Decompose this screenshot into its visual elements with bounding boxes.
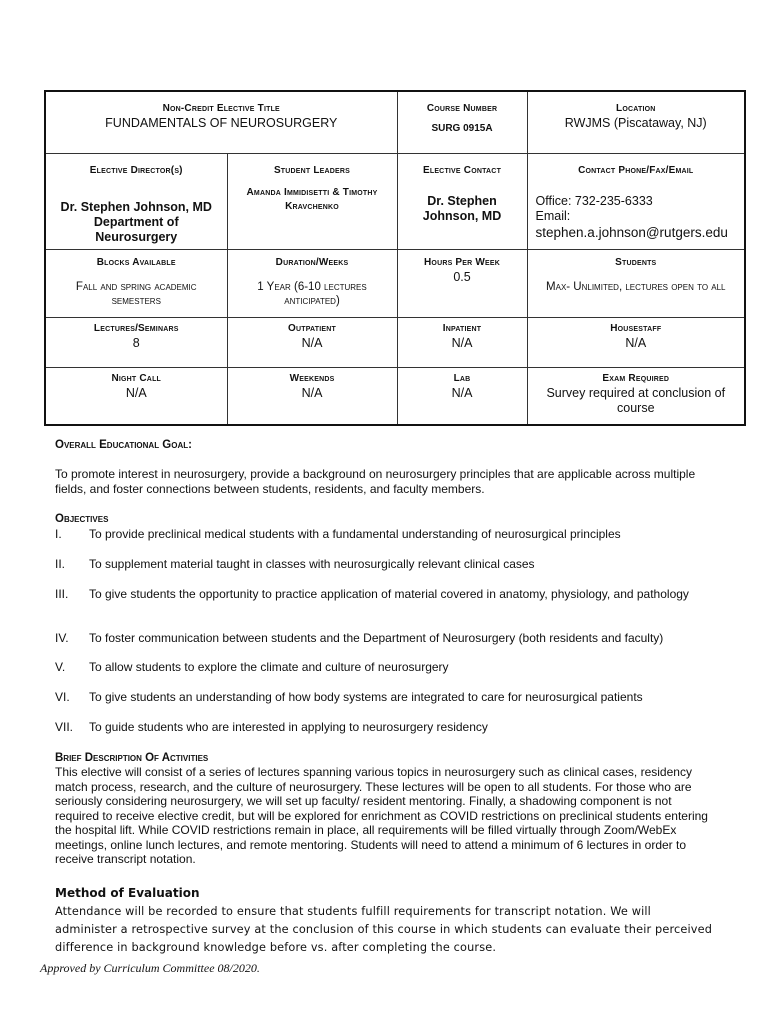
objective-text: To supplement material taught in classes with neurosurgically relevant clinical cases: [89, 557, 535, 571]
activities-heading: Brief Description Of Activities: [55, 752, 209, 764]
goal-text: To promote interest in neurosurgery, provide a background on neurosurgery principles that are applicable across multiple fields, and foster connections between students, residents, and faculty members.: [55, 467, 696, 496]
elective-contact-label: Elective Contact: [422, 164, 502, 176]
contact-info-cell: [527, 153, 745, 249]
duration-value: 1 Year (6-10 lectures anticipated): [257, 280, 367, 307]
weekends-value: N/A: [301, 385, 323, 400]
objectives-heading: Objectives: [55, 513, 109, 525]
inpatient-cell: [397, 317, 527, 367]
director-value: Dr. Stephen Johnson, MD Department of Neurosurgery: [60, 199, 212, 244]
duration-label: Duration/Weeks: [275, 256, 349, 268]
blocks-label: Blocks Available: [96, 256, 176, 268]
objective-number: VI.: [55, 690, 70, 704]
exam-label: Exam Required: [602, 372, 670, 384]
lab-value: N/A: [451, 385, 473, 400]
objective-number: VII.: [55, 720, 74, 734]
night-call-label: Night Call: [111, 372, 162, 384]
housestaff-cell: [527, 317, 745, 367]
night-call-cell: [45, 367, 227, 425]
location-cell: [527, 91, 745, 153]
exam-value: Survey required at conclusion of course: [546, 385, 726, 415]
elective-title-value: FUNDAMENTALS OF NEUROSURGERY: [105, 116, 338, 130]
housestaff-label: Housestaff: [610, 322, 662, 334]
student-leaders-cell: [227, 153, 397, 249]
outpatient-value: N/A: [301, 335, 323, 350]
elective-title-cell: [45, 91, 397, 153]
requirements-row: [45, 367, 745, 425]
contact-info-label: Contact Phone/Fax/Email: [578, 164, 694, 176]
email-label: Email:: [535, 208, 571, 223]
blocks-value: Fall and spring academic semesters: [75, 280, 197, 307]
exam-cell: [527, 367, 745, 425]
objective-number: I.: [55, 527, 62, 541]
weekends-label: Weekends: [289, 372, 335, 384]
elective-title-label: Non-Credit Elective Title: [162, 103, 280, 114]
settings-row: [45, 317, 745, 367]
students-value: Max- Unlimited, lectures open to all: [546, 280, 726, 293]
blocks-cell: [45, 249, 227, 317]
duration-cell: [227, 249, 397, 317]
lab-cell: [397, 367, 527, 425]
hours-label: Hours Per Week: [424, 256, 501, 268]
director-cell: [45, 153, 227, 249]
lectures-label: Lectures/Seminars: [93, 322, 179, 334]
housestaff-value: N/A: [625, 335, 647, 350]
objective-number: V.: [55, 660, 66, 674]
objective-text: To give students the opportunity to practice application of material covered in anatomy, physiology, and pathology: [89, 587, 689, 601]
hours-cell: [397, 249, 527, 317]
approval-note: Approved by Curriculum Committee 08/2020.: [40, 961, 260, 975]
course-number-cell: [397, 91, 527, 153]
objective-number: II.: [55, 557, 66, 571]
course-info-table: [44, 90, 746, 426]
goal-heading: Overall Educational Goal:: [55, 439, 192, 451]
objective-text: To guide students who are interested in applying to neurosurgery residency: [89, 720, 488, 734]
hours-value: 0.5: [453, 269, 471, 284]
objective-text: To provide preclinical medical students with a fundamental understanding of neurosurgical principles: [89, 527, 621, 541]
people-row: [45, 153, 745, 249]
elective-contact-value: Dr. Stephen Johnson, MD: [422, 193, 502, 223]
email-address: stephen.a.johnson@rutgers.edu: [535, 224, 728, 240]
objective-number: IV.: [55, 631, 69, 645]
schedule-row: [45, 249, 745, 317]
outpatient-cell: [227, 317, 397, 367]
office-phone: Office: 732-235-6333: [535, 193, 653, 208]
course-number-label: Course Number: [426, 103, 498, 114]
location-label: Location: [616, 103, 656, 114]
evaluation-heading: Method of Evaluation: [55, 886, 200, 900]
objective-text: To foster communication between students and the Department of Neurosurgery (both residents and faculty): [89, 631, 664, 645]
student-leaders-label: Student Leaders: [273, 164, 351, 176]
evaluation-text: Attendance will be recorded to ensure that students fulfill requirements for transcript notation. We will administer a retrospective survey at the conclusion of this course in which students can evaluate their perceived difference in background knowledge before vs. after completing the course.: [55, 905, 713, 954]
activities-text: This elective will consist of a series of lectures spanning various topics in neurosurgery such as clinical cases, residency match process, research, and the culture of neurosurgery. These lectures will be open to all students. For those who are seriously considering neurosurgery, we will set up faculty/ resident mentoring. Finally, a shadowing component is not required to receive elective credit, but will be explored for enrichment as COVID restrictions on preclinical students entering the hospital lift. While COVID restrictions remain in place, all requirements will be filled virtually through Zoom/WebEx meetings, online lunch lectures, and remote mentoring. Students will need to attend a minimum of 6 lectures in order to receive transcript notation.: [55, 765, 708, 866]
director-label: Elective Director(s): [89, 164, 183, 176]
students-label: Students: [615, 256, 657, 268]
elective-contact-cell: [397, 153, 527, 249]
lectures-value: 8: [132, 335, 140, 350]
objective-number: III.: [55, 587, 69, 601]
student-leaders-value: Amanda Immidisetti & Timothy Kravchenko: [246, 186, 378, 212]
course-number-value: SURG 0915A: [431, 123, 493, 134]
lectures-cell: [45, 317, 227, 367]
students-cell: [527, 249, 745, 317]
weekends-cell: [227, 367, 397, 425]
objective-text: To allow students to explore the climate and culture of neurosurgery: [89, 660, 449, 674]
objective-text: To give students an understanding of how body systems are integrated to care for neurosurgical patients: [89, 690, 643, 704]
location-value: RWJMS (Piscataway, NJ): [564, 116, 707, 130]
night-call-value: N/A: [125, 385, 147, 400]
lab-label: Lab: [453, 372, 471, 384]
outpatient-label: Outpatient: [288, 322, 337, 334]
inpatient-value: N/A: [451, 335, 473, 350]
inpatient-label: Inpatient: [442, 322, 482, 334]
title-row: [45, 91, 745, 153]
